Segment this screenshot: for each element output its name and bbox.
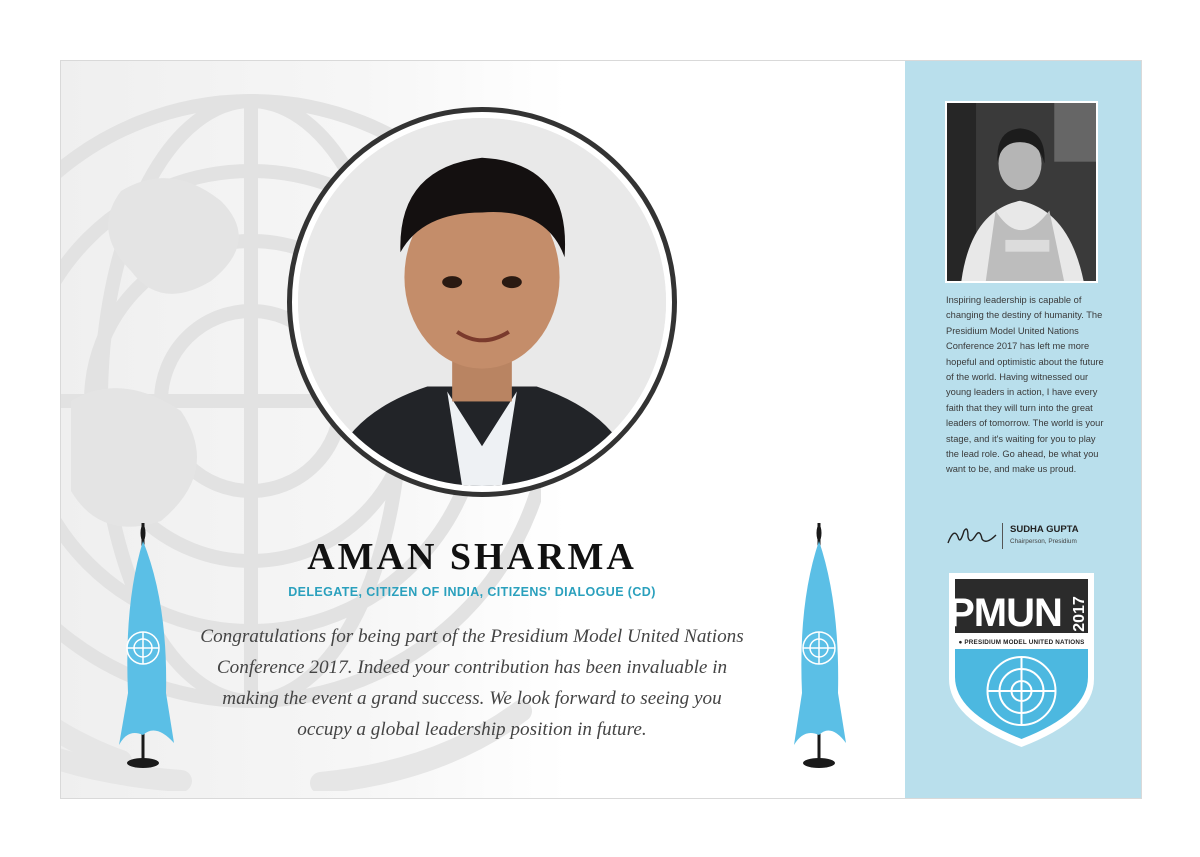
signature-divider — [1002, 523, 1003, 549]
recipient-role: DELEGATE, CITIZEN OF INDIA, CITIZENS' DIALOGUE (CD) — [288, 585, 656, 599]
chairperson-quote: Inspiring leadership is capable of changing the destiny of humanity. The Presidium Model United Nations Conference 2017 has left me more hopeful and optimistic about the future of the world. Having witnessed our young leaders in action, I have every faith that they will turn into the great leaders of tomorrow. The world is your stage, and it's waiting for you to play the lead role. Go ahead, be what you want to be, and make us proud. — [946, 295, 1104, 475]
recipient-portrait-frame — [287, 107, 677, 497]
signatory-name: SUDHA GUPTA — [1010, 524, 1079, 535]
un-flag-left — [116, 523, 186, 773]
logo-year: 2017 — [1071, 596, 1088, 632]
signatory-title: Chairperson, Presidium — [1010, 538, 1077, 545]
logo-title: PMUN — [948, 591, 1062, 635]
pmun-logo — [945, 569, 1098, 751]
recipient-name: AMAN SHARMA — [307, 536, 637, 578]
chairperson-photo — [945, 101, 1098, 283]
main-panel — [61, 61, 905, 798]
signature-image — [946, 523, 998, 549]
chairperson-sidebar — [905, 61, 1141, 798]
logo-subtitle: ● PRESIDIUM MODEL UNITED NATIONS — [958, 639, 1085, 646]
un-flag-right — [784, 523, 854, 773]
congratulations-message: Congratulations for being part of the Presidium Model United Nations Conference 2017. Indeed your contribution has been invaluable in making the event a grand success. We look forward to seeing you occupy a global leadership position in future. — [200, 626, 744, 740]
recipient-photo — [298, 118, 666, 486]
certificate — [60, 60, 1142, 799]
signature-block — [946, 521, 1106, 551]
